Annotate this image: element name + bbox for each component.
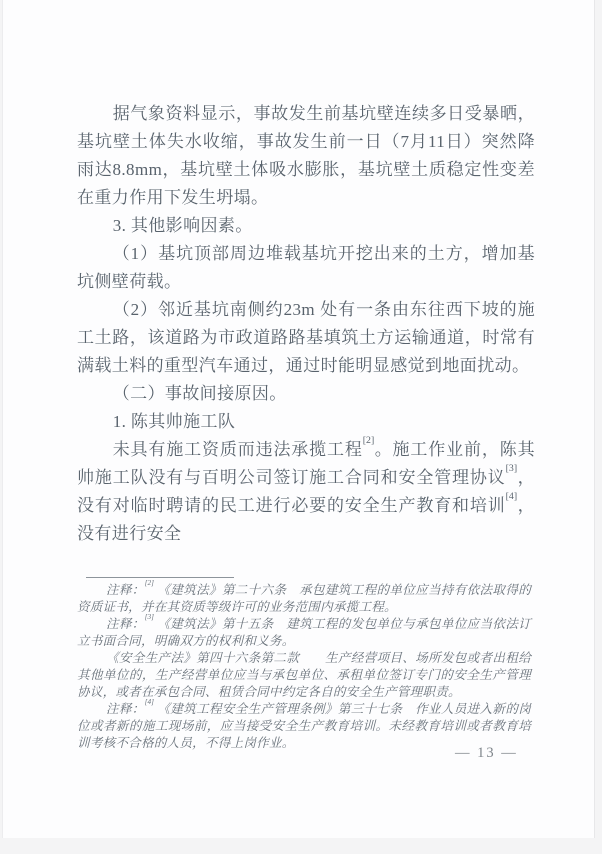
footnote-separator-rule [86,577,234,578]
footnote-ref-marker: [3] [505,462,518,474]
footnote-ref-marker: [3] [144,611,154,621]
footnote-list [77,577,531,752]
body-paragraph-4: （2）邻近基坑南侧约23m 处有一条由东往西下坡的施工土路，该道路为市政道路路基填筑土方运输通道，时常有满载土料的重型汽车通过，通过时能明显感觉到地面扰动。 [77,300,535,375]
body-paragraph-2: 3. 其他影响因素。 [112,216,253,235]
footnote-4: 注释：[4] 《建筑工程安全生产管理条例》第三十七条 作业人员进入新的岗位或者新的施工现场前，应当接受安全生产教育培训。未经教育培训或者教育培训考核不合格的人员，不得上岗作业。 [77,696,531,750]
footnote-ref-marker: [4] [144,696,154,706]
body-text-block [77,100,535,548]
footnote-ref-marker: [2] [144,577,154,587]
footnote-2: 注释：[3] 《建筑法》第十五条 建筑工程的发包单位与承包单位应当依法订立书面合同，明确双方的权利和义务。 [77,611,531,648]
footnote-ref-marker: [4] [505,490,518,502]
footnote-1: 注释：[2] 《建筑法》第二十六条 承包建筑工程的单位应当持有依法取得的资质证书，并在其资质等级许可的业务范围内承揽工程。 [77,577,531,614]
body-paragraph-6: 1. 陈其帅施工队 [112,412,236,431]
footnote-ref-marker: [2] [362,434,375,446]
footnote-3: 《安全生产法》第四十六条第二款 生产经营项目、场所发包或者出租给其他单位的，生产经营单位应当与承包单位、承租单位签订专门的安全生产管理协议，或者在承包合同、租赁合同中约定各自的安全生产管理职责。 [77,651,531,699]
body-paragraph-7: 未具有施工资质而违法承揽工程[2]。施工作业前，陈其帅施工队没有与百明公司签订施工合同和安全管理协议[3]，没有对临时聘请的民工进行必要的安全生产教育和培训[4]，没有进行安全 [77,434,535,543]
page-number: — 13 — [455,745,518,761]
body-paragraph-3: （1）基坑顶部周边堆载基坑开挖出来的土方，增加基坑侧壁荷载。 [77,244,535,291]
footnote-block [77,577,531,752]
body-paragraph-1: 据气象资料显示，事故发生前基坑壁连续多日受暴晒，基坑壁土体失水收缩，事故发生前一日（7月11日）突然降雨达8.8mm，基坑壁土体吸水膨胀，基坑壁土质稳定性变差在重力作用下发生坍塌。 [77,104,535,207]
body-paragraph-5: （二）事故间接原因。 [112,384,287,403]
document-page [2,0,595,838]
